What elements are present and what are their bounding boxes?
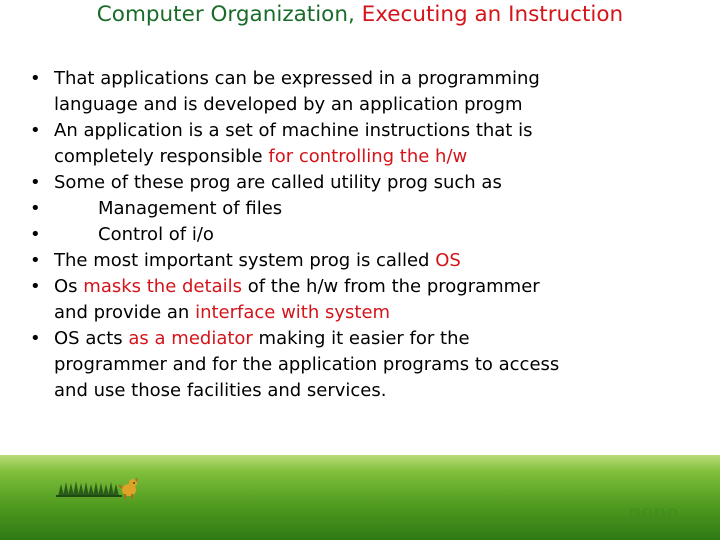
- bullet-text: [54, 328, 470, 349]
- bullet-text: [54, 120, 532, 141]
- highlight-text: OS: [435, 250, 461, 271]
- text-segment: An application is a set of machine instructions that is: [54, 120, 533, 141]
- bullet-dot: •: [30, 276, 41, 297]
- text-segment: completely responsible: [54, 146, 269, 167]
- bullet-text: [54, 354, 559, 375]
- bullet-continuation: [28, 300, 700, 326]
- bullet-text: [54, 94, 522, 115]
- highlight-text: masks the details: [83, 276, 242, 297]
- text-segment: programmer and for the application programs to access: [54, 354, 560, 375]
- bullet-item: [28, 248, 700, 274]
- text-segment: language and is developed by an application progm: [54, 94, 523, 115]
- text-segment: Management of files: [98, 198, 283, 219]
- bullet-item: [28, 170, 700, 196]
- bullet-dot: •: [30, 250, 41, 271]
- bullet-dot: •: [30, 68, 41, 89]
- text-segment: The most important system prog is called: [54, 250, 436, 271]
- bullet-text: [54, 302, 390, 323]
- text-segment: Os: [54, 276, 84, 297]
- text-segment: OS acts: [54, 328, 129, 349]
- bullet-text: [54, 68, 540, 89]
- bullet-dot: •: [30, 120, 41, 141]
- highlight-text: interface with system: [195, 302, 391, 323]
- bullet-continuation: [28, 378, 700, 404]
- bullet-text: [54, 146, 467, 167]
- bullet-item: [28, 326, 700, 352]
- trees-icon: [56, 478, 124, 498]
- bullet-dot: •: [30, 172, 41, 193]
- bullet-item: [28, 196, 700, 222]
- bullet-text: [54, 380, 386, 401]
- dog-icon: [118, 476, 140, 500]
- bullet-text: [54, 276, 540, 297]
- text-segment: That applications can be expressed in a programming: [54, 68, 540, 89]
- bullet-list: [28, 66, 700, 404]
- watermark: popo: [628, 502, 679, 523]
- bullet-item: [28, 118, 700, 144]
- bullet-item: [28, 222, 700, 248]
- text-segment: Control of i/o: [98, 224, 214, 245]
- bullet-text: [54, 250, 461, 271]
- bullet-text: [54, 198, 282, 219]
- text-segment: and use those facilities and services.: [54, 380, 387, 401]
- bullet-item: [28, 274, 700, 300]
- bullet-item: [28, 66, 700, 92]
- text-segment: of the h/w from the programmer: [241, 276, 540, 297]
- highlight-text: as a mediator: [128, 328, 253, 349]
- bullet-continuation: [28, 144, 700, 170]
- bullet-dot: •: [30, 224, 41, 245]
- bullet-text: [54, 172, 502, 193]
- bullet-dot: •: [30, 328, 41, 349]
- title-part-2: Executing an Instruction: [361, 2, 624, 27]
- bullet-continuation: [28, 352, 700, 378]
- bullet-text: [54, 224, 214, 245]
- text-segment: making it easier for the: [252, 328, 470, 349]
- title-part-1: Computer Organization,: [96, 2, 362, 27]
- text-segment: and provide an: [54, 302, 196, 323]
- highlight-text: for controlling the h/w: [268, 146, 468, 167]
- bullet-continuation: [28, 92, 700, 118]
- text-segment: Some of these prog are called utility prog such as: [54, 172, 502, 193]
- bullet-dot: •: [30, 198, 41, 219]
- slide-title: [0, 0, 720, 36]
